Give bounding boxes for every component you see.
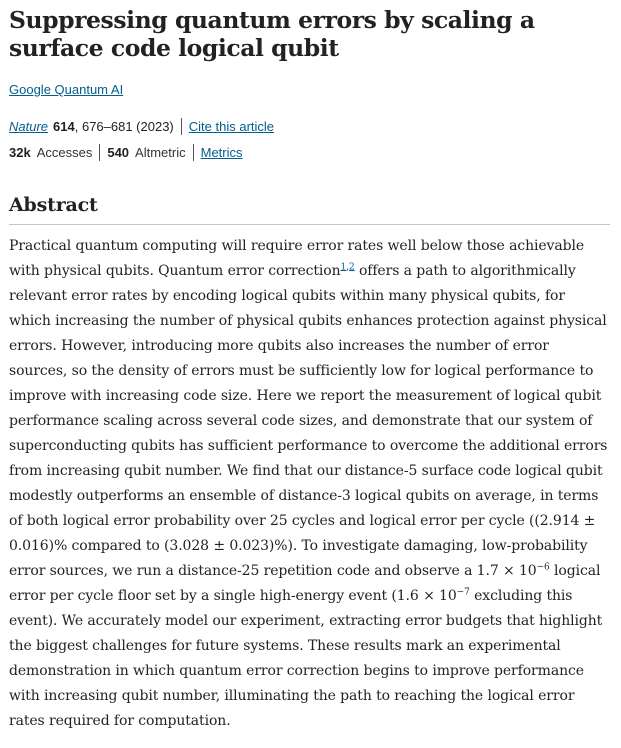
abstract-heading: Abstract	[9, 194, 98, 216]
exponent: −6	[536, 562, 550, 573]
accesses-count: 32k	[9, 144, 31, 160]
abstract-text	[9, 234, 610, 734]
section-divider	[9, 224, 610, 225]
citation-refs	[341, 262, 355, 272]
meta-divider	[193, 144, 194, 161]
author-list	[9, 82, 612, 98]
author-link[interactable]: Google Quantum AI	[9, 82, 124, 97]
accesses-label: Accesses	[36, 144, 93, 160]
reference-separator: ,	[346, 262, 349, 273]
reference-link-1[interactable]: 1	[340, 262, 347, 273]
abstract-text-part: logical error per cycle floor set by a single high-energy event (1.6 × 10	[9, 563, 601, 604]
altmetric-label: Altmetric	[135, 144, 186, 160]
citation-line	[9, 118, 612, 135]
journal-volume: 614	[53, 118, 75, 134]
abstract-text-part: Practical quantum computing will require error rates well below those achievable with physical qubits. Quantum error correction	[9, 238, 585, 279]
meta-divider	[181, 118, 182, 135]
abstract-text-part: excluding this event). We accurately model our experiment, extracting error budgets that highlight the biggest challenges for future systems. These results mark an experimental demonstration in which quantum error correction begins to improve performance with increasing qubit number, illuminating the path to reaching the logical error rates required for computation.	[9, 588, 603, 729]
meta-divider	[99, 144, 100, 161]
altmetric-count: 540	[107, 144, 130, 160]
reference-link-2[interactable]: 2	[348, 262, 355, 273]
article-title: Suppressing quantum errors by scaling a surface code logical qubit	[9, 6, 535, 62]
journal-pages: , 676–681 (2023)	[74, 118, 174, 134]
exponent: −7	[456, 587, 470, 598]
cite-this-article-link[interactable]: Cite this article	[188, 118, 275, 134]
journal-link[interactable]: Nature	[9, 118, 49, 134]
metrics-link[interactable]: Metrics	[200, 144, 243, 160]
metrics-line	[9, 144, 612, 161]
abstract-text-part: offers a path to algorithmically relevant error rates by encoding logical qubits within many physical qubits, for which increasing the number of physical qubits enhances protection against physical errors. However, introducing more qubits also increases the number of error sources, so the density of errors must be sufficiently low for logical performance to improve with increasing code size. Here we report the measurement of logical qubit performance scaling across several code sizes, and demonstrate that our system of superconducting qubits has sufficient performance to overcome the additional errors from increasing qubit number. We find that our distance-5 surface code logical qubit modestly outperforms an ensemble of distance-3 logical qubits on average, in terms of both logical error probability over 25 cycles and logical error per cycle ((2.914 ± 0.016)% compared to (3.028 ± 0.023)%). To investigate damaging, low-probability error sources, we run a distance-25 repetition code and observe a 1.7 × 10	[9, 263, 608, 579]
article-page	[9, 0, 612, 748]
